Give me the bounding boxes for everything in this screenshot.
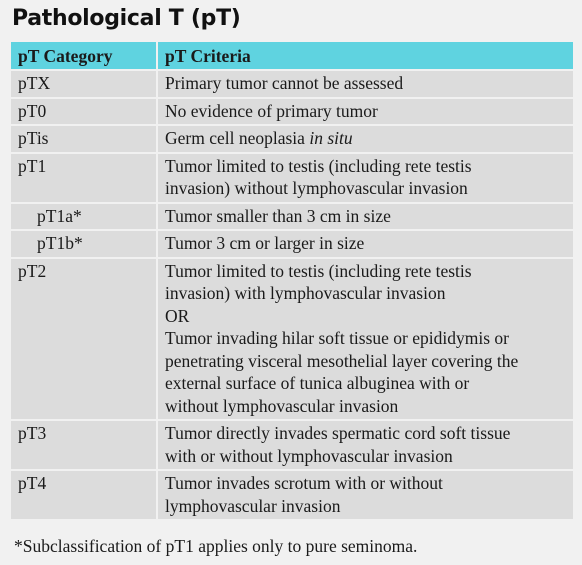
table-row (11, 153, 573, 203)
criteria-line: penetrating visceral mesothelial layer covering the (165, 350, 519, 371)
criteria-text: Germ cell neoplasia (165, 128, 310, 148)
table-row (11, 230, 573, 258)
criteria-cell (157, 470, 573, 519)
footnote: *Subclassification of pT1 applies only to pure seminoma. (14, 536, 418, 556)
subcategory-cell: pT1b* (11, 230, 157, 258)
staging-table (11, 42, 573, 519)
column-header-criteria: pT Criteria (157, 42, 573, 70)
table-row (11, 470, 573, 519)
page-title: Pathological T (pT) (12, 6, 241, 31)
category-cell: pT0 (11, 98, 157, 126)
table-row (11, 125, 573, 153)
criteria-line: OR (165, 305, 190, 326)
criteria-line: Tumor directly invades spermatic cord soft tissue (165, 423, 511, 443)
table-row (11, 98, 573, 126)
criteria-line: Primary tumor cannot be assessed (165, 73, 404, 93)
criteria-line: invasion) with lymphovascular invasion (165, 283, 446, 303)
category-cell: pTX (11, 70, 157, 98)
criteria-line: external surface of tunica albuginea with or (165, 373, 470, 393)
category-cell: pT3 (11, 420, 157, 470)
criteria-cell (157, 153, 573, 203)
category-cell: pT1 (11, 153, 157, 203)
table-row (11, 420, 573, 470)
criteria-cell (157, 98, 573, 126)
criteria-cell (157, 203, 573, 231)
table-header-row (11, 42, 573, 70)
criteria-cell (157, 420, 573, 470)
subcategory-cell: pT1a* (11, 203, 157, 231)
category-cell: pT2 (11, 258, 157, 421)
criteria-italic-text: in situ (309, 128, 353, 148)
criteria-line: Tumor limited to testis (including rete testis (165, 155, 472, 176)
criteria-line: Tumor invades scrotum with or without (165, 473, 443, 493)
criteria-line: invasion) without lymphovascular invasion (165, 178, 468, 198)
criteria-cell (157, 125, 573, 153)
table-row (11, 203, 573, 231)
criteria-line: Tumor smaller than 3 cm in size (165, 205, 391, 226)
criteria-line: Tumor invading hilar soft tissue or epididymis or (165, 328, 509, 348)
criteria-line: without lymphovascular invasion (165, 395, 399, 416)
criteria-line: Tumor 3 cm or larger in size (165, 233, 365, 253)
criteria-cell (157, 230, 573, 258)
criteria-line: No evidence of primary tumor (165, 100, 378, 121)
category-cell: pT4 (11, 470, 157, 519)
category-cell: pTis (11, 125, 157, 153)
table-row (11, 258, 573, 421)
criteria-line: with or without lymphovascular invasion (165, 445, 453, 466)
criteria-cell (157, 70, 573, 98)
criteria-line: lymphovascular invasion (165, 495, 341, 516)
column-header-category: pT Category (11, 42, 157, 70)
table-row (11, 70, 573, 98)
criteria-line: Tumor limited to testis (including rete testis (165, 260, 472, 281)
criteria-cell (157, 258, 573, 421)
